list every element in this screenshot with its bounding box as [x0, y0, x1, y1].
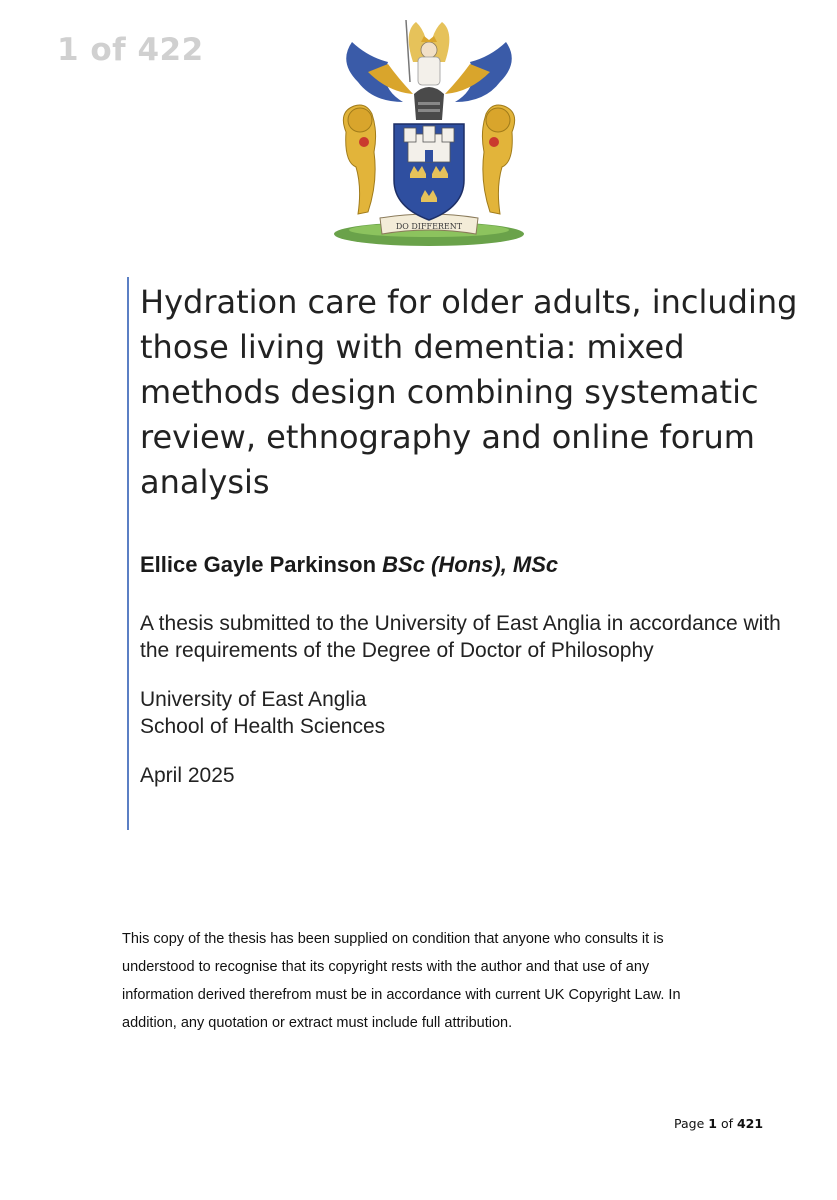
title-block [127, 277, 807, 830]
thesis-title: Hydration care for older adults, including those living with dementia: mixed methods design combining systematic review, ethnography and online forum analysis [140, 283, 798, 501]
page-footer [674, 1116, 763, 1131]
submission-statement: A thesis submitted to the University of East Anglia in accordance with the requirements of the Degree of Doctor of Philosophy [140, 612, 781, 662]
submission-date: April 2025 [140, 764, 235, 787]
copyright-notice: This copy of the thesis has been supplied on condition that anyone who consults it is understood to recognise that its copyright rests with the author and that use of any information derived therefrom must be in accordance with current UK Copyright Law. In addition, any quotation or extract must include full attribution. [122, 931, 681, 1031]
university-name: University of East Anglia [140, 688, 367, 711]
footer-of-label: of [720, 1116, 733, 1131]
footer-page-number: 1 [708, 1116, 717, 1131]
school-name: School of Health Sciences [140, 715, 386, 738]
author-name: Ellice Gayle Parkinson [140, 552, 377, 577]
footer-total-pages: 421 [736, 1116, 764, 1131]
footer-page-label: Page [674, 1116, 705, 1131]
institution-block [140, 686, 807, 740]
page-counter: 1 of 422 [57, 32, 204, 68]
author-line [140, 552, 807, 578]
university-crest [318, 2, 540, 264]
author-qualifications: BSc (Hons), MSc [382, 552, 559, 577]
crest-motto: DO DIFFERENT [395, 222, 463, 231]
